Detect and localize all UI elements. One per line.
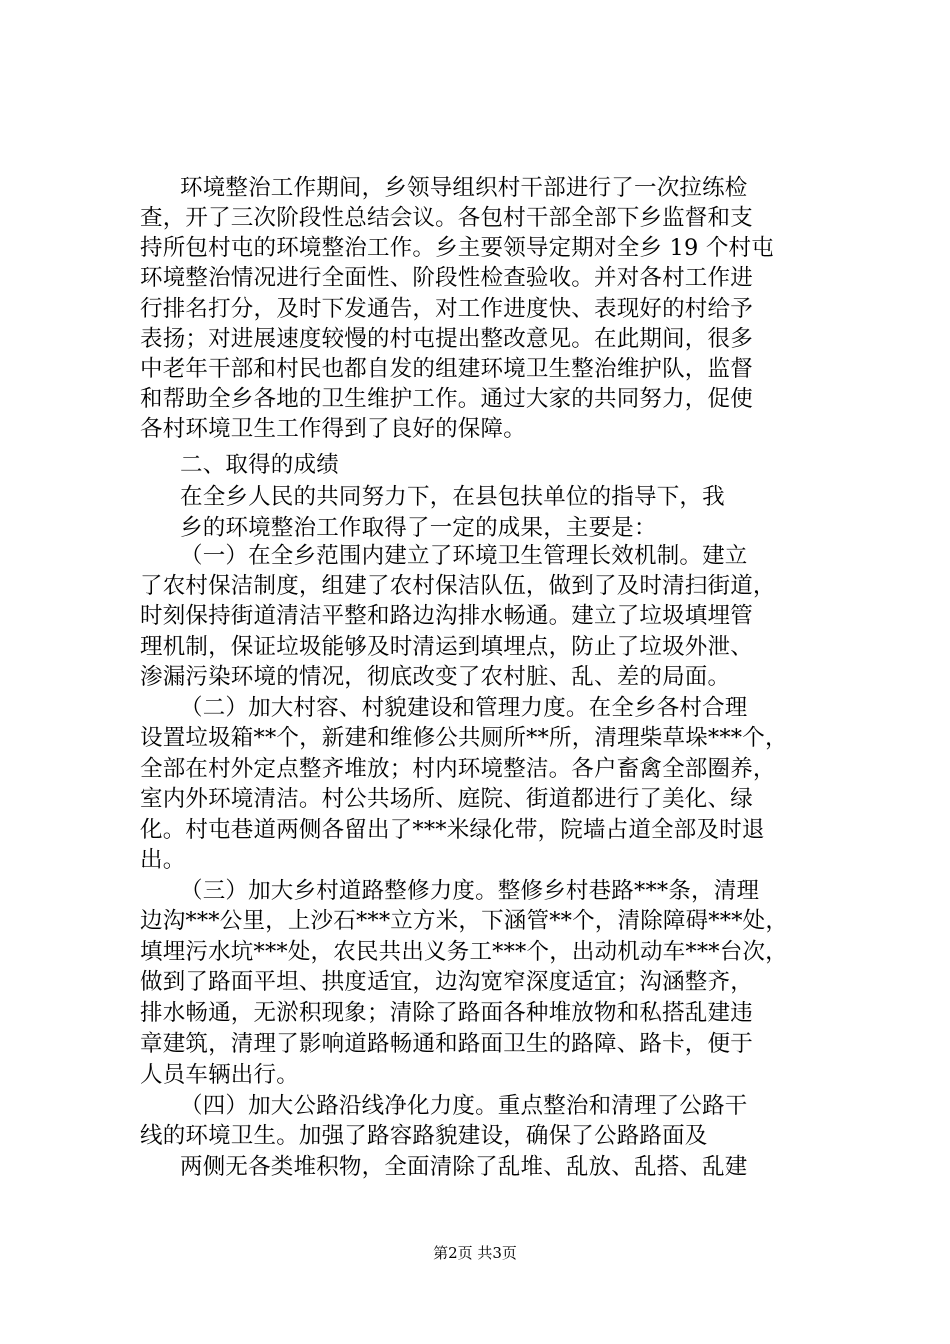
text-line: 中老年干部和村民也都自发的组建环境卫生整治维护队，监督 xyxy=(140,356,753,382)
text-line: 出。 xyxy=(140,847,186,873)
text-line: 环境整治情况进行全面性、阶段性检查验收。并对各村工作进 xyxy=(140,265,753,291)
text-line: （四）加大公路沿线净化力度。重点整治和清理了公路干 xyxy=(180,1093,748,1119)
text-line: （一）在全乡范围内建立了环境卫生管理长效机制。建立 xyxy=(180,543,748,569)
text-line: 填埋污水坑***处，农民共出义务工***个，出动机动车***台次， xyxy=(140,939,788,965)
text-line: 人员车辆出行。 xyxy=(140,1062,299,1088)
text-line: 边沟***公里，上沙石***立方米，下涵管**个，清除障碍***处， xyxy=(140,908,789,934)
text-line: 渗漏污染环境的情况，彻底改变了农村脏、乱、差的局面。 xyxy=(140,664,731,690)
text-line: 在全乡人民的共同努力下，在县包扶单位的指导下，我 xyxy=(180,484,725,510)
text-line: 两侧无各类堆积物，全面清除了乱堆、乱放、乱搭、乱建 xyxy=(180,1154,748,1180)
section-heading: 二、取得的成绩 xyxy=(180,452,339,478)
text-line: 线的环境卫生。加强了路容路貌建设，确保了公路路面及 xyxy=(140,1123,708,1149)
text-line: 表扬；对进展速度较慢的村屯提出整改意见。在此期间，很多 xyxy=(140,326,753,352)
text-line: （三）加大乡村道路整修力度。整修乡村巷路***条，清理 xyxy=(180,878,760,904)
text-line: 和帮助全乡各地的卫生维护工作。通过大家的共同努力，促使 xyxy=(140,386,753,412)
text-line: 各村环境卫生工作得到了良好的保障。 xyxy=(140,416,526,442)
text-line: 乡的环境整治工作取得了一定的成果，主要是： xyxy=(180,515,657,541)
text-line: 设置垃圾箱**个，新建和维修公共厕所**所，清理柴草垛***个， xyxy=(140,725,788,751)
page-number-footer: 第2页 共3页 xyxy=(433,1244,517,1262)
text-line: 室内外环境清洁。村公共场所、庭院、街道都进行了美化、绿 xyxy=(140,786,753,812)
text-line: （二）加大村容、村貌建设和管理力度。在全乡各村合理 xyxy=(180,695,748,721)
text-line: 了农村保洁制度，组建了农村保洁队伍，做到了及时清扫街道， xyxy=(140,573,776,599)
text-line: 时刻保持街道清洁平整和路边沟排水畅通。建立了垃圾填埋管 xyxy=(140,603,753,629)
text-line: 行排名打分，及时下发通告，对工作进度快、表现好的村给予 xyxy=(140,296,753,322)
text-line: 排水畅通，无淤积现象；清除了路面各种堆放物和私搭乱建违 xyxy=(140,1000,753,1026)
text-line: 环境整治工作期间，乡领导组织村干部进行了一次拉练检 xyxy=(180,175,748,201)
text-line: 全部在村外定点整齐堆放；村内环境整洁。各户畜禽全部圈养， xyxy=(140,756,776,782)
text-line: 查，开了三次阶段性总结会议。各包村干部全部下乡监督和支 xyxy=(140,205,753,231)
text-line: 理机制，保证垃圾能够及时清运到填埋点，防止了垃圾外泄、 xyxy=(140,634,753,660)
text-line: 持所包村屯的环境整治工作。乡主要领导定期对全乡 19 个村屯 xyxy=(140,235,774,261)
text-line: 化。村屯巷道两侧各留出了***米绿化带，院墙占道全部及时退 xyxy=(140,817,765,843)
text-line: 章建筑，清理了影响道路畅通和路面卫生的路障、路卡，便于 xyxy=(140,1031,753,1057)
text-line: 做到了路面平坦、拱度适宜，边沟宽窄深度适宜；沟涵整齐， xyxy=(140,969,753,995)
